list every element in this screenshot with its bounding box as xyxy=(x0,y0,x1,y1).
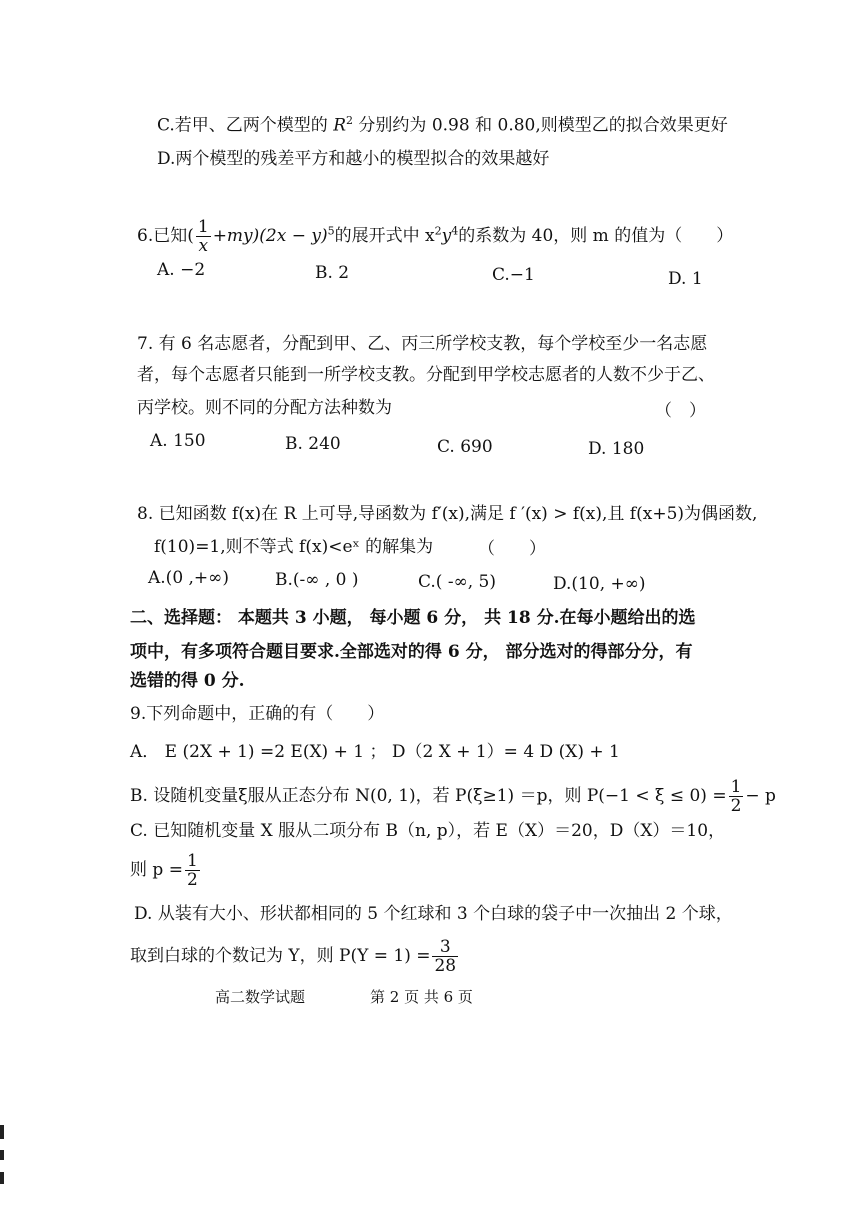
scan-edge-mark xyxy=(0,1150,4,1160)
q6-option-d: D. 1 xyxy=(668,269,703,289)
q7-line-2: 者，每个志愿者只能到一所学校支教。分配到甲学校志愿者的人数不少于乙、 xyxy=(137,365,715,385)
scan-edge-mark xyxy=(0,1172,4,1184)
q8-option-d: D.(10, +∞) xyxy=(553,574,646,594)
q9-d-fraction: $\frac{3}{28}$ xyxy=(434,937,457,976)
q7-answer-paren: （ ） xyxy=(655,401,706,421)
q7-option-b: B. 240 xyxy=(285,434,341,454)
q7-option-c: C. 690 xyxy=(437,437,493,457)
q6-stem: 6.已知( $\frac{1}{x}$ $+my)(2x - y)^5$的展开式中 $x^2y^4$的系数为 40，则 m 的值为（ ） xyxy=(137,217,734,256)
q8-line-1: 8. 已知函数 f(x)在 R 上可导,导函数为 f′(x),满足 f ′(x) > f(x),且 f(x+5)为偶函数, xyxy=(137,504,758,524)
q7-line-1: 7. 有 6 名志愿者，分配到甲、乙、丙三所学校支教，每个学校至少一名志愿 xyxy=(137,334,708,354)
q6-option-a: A. −2 xyxy=(157,260,206,280)
q9-b-fraction: $\frac{1}{2}$ xyxy=(730,777,742,816)
q9-c-fraction: $\frac{1}{2}$ xyxy=(186,851,198,890)
q5-option-d: D.两个模型的残差平方和越小的模型拟合的效果越好 xyxy=(157,149,550,169)
q7-option-d: D. 180 xyxy=(588,439,645,459)
q9-option-d-line-2: 取到白球的个数记为 Y，则 P(Y = 1) = $\frac{3}{28}$ xyxy=(130,937,457,976)
scan-edge-mark xyxy=(0,1125,4,1139)
q9-stem: 9.下列命题中，正确的有（ ） xyxy=(130,704,385,724)
q6-option-c: C.−1 xyxy=(492,265,535,285)
q7-line-3: 丙学校。则不同的分配方法种数为 xyxy=(137,398,392,418)
footer-page-number: 第 2 页 共 6 页 xyxy=(370,988,473,1006)
q9-option-c-line-1: C. 已知随机变量 X 服从二项分布 B（n, p），若 E（X）＝20，D（X）＝10， xyxy=(130,821,726,841)
q9-option-a: A． E (2X + 1) =2 E(X) + 1 ； D（2 X + 1）= 4 D (X) + 1 xyxy=(130,742,620,762)
section-2-instructions-3: 选错的得 0 分. xyxy=(130,671,245,691)
q8-answer-paren: （ ） xyxy=(478,539,546,559)
section-2-instructions-2: 项中，有多项符合题目要求.全部选对的得 6 分， 部分选对的得部分分，有 xyxy=(130,642,693,662)
q8-line-2: f(10)=1,则不等式 f(x)<eˣ 的解集为 xyxy=(154,537,434,557)
q8-option-a: A.(0 ,+∞) xyxy=(148,568,229,588)
q9-option-d-line-1: D. 从装有大小、形状都相同的 5 个红球和 3 个白球的袋子中一次抽出 2 个球， xyxy=(134,904,733,924)
q8-option-c: C.( -∞, 5) xyxy=(418,572,497,592)
section-2-instructions-1: 二、选择题： 本题共 3 小题， 每小题 6 分， 共 18 分.在每小题给出的选 xyxy=(130,608,696,628)
q8-option-b: B.(-∞ , 0 ) xyxy=(275,570,359,590)
q6-option-b: B. 2 xyxy=(315,263,350,283)
q9-option-b: B. 设随机变量ξ服从正态分布 N(0, 1)，若 P(ξ≥1) ＝p，则 P(−1 < ξ ≤ 0) = $\frac{1}{2}$ − p xyxy=(130,777,776,816)
q7-option-a: A. 150 xyxy=(150,431,206,451)
q5-option-c: C.若甲、乙两个模型的 $R^2$ 分别约为 0.98 和 0.80,则模型乙的拟合效果更好 xyxy=(157,114,728,136)
q9-option-c-line-2: 则 p = $\frac{1}{2}$ xyxy=(130,851,198,890)
q6-fraction: $\frac{1}{x}$ xyxy=(197,217,209,256)
footer-subject: 高二数学试题 xyxy=(215,988,306,1006)
